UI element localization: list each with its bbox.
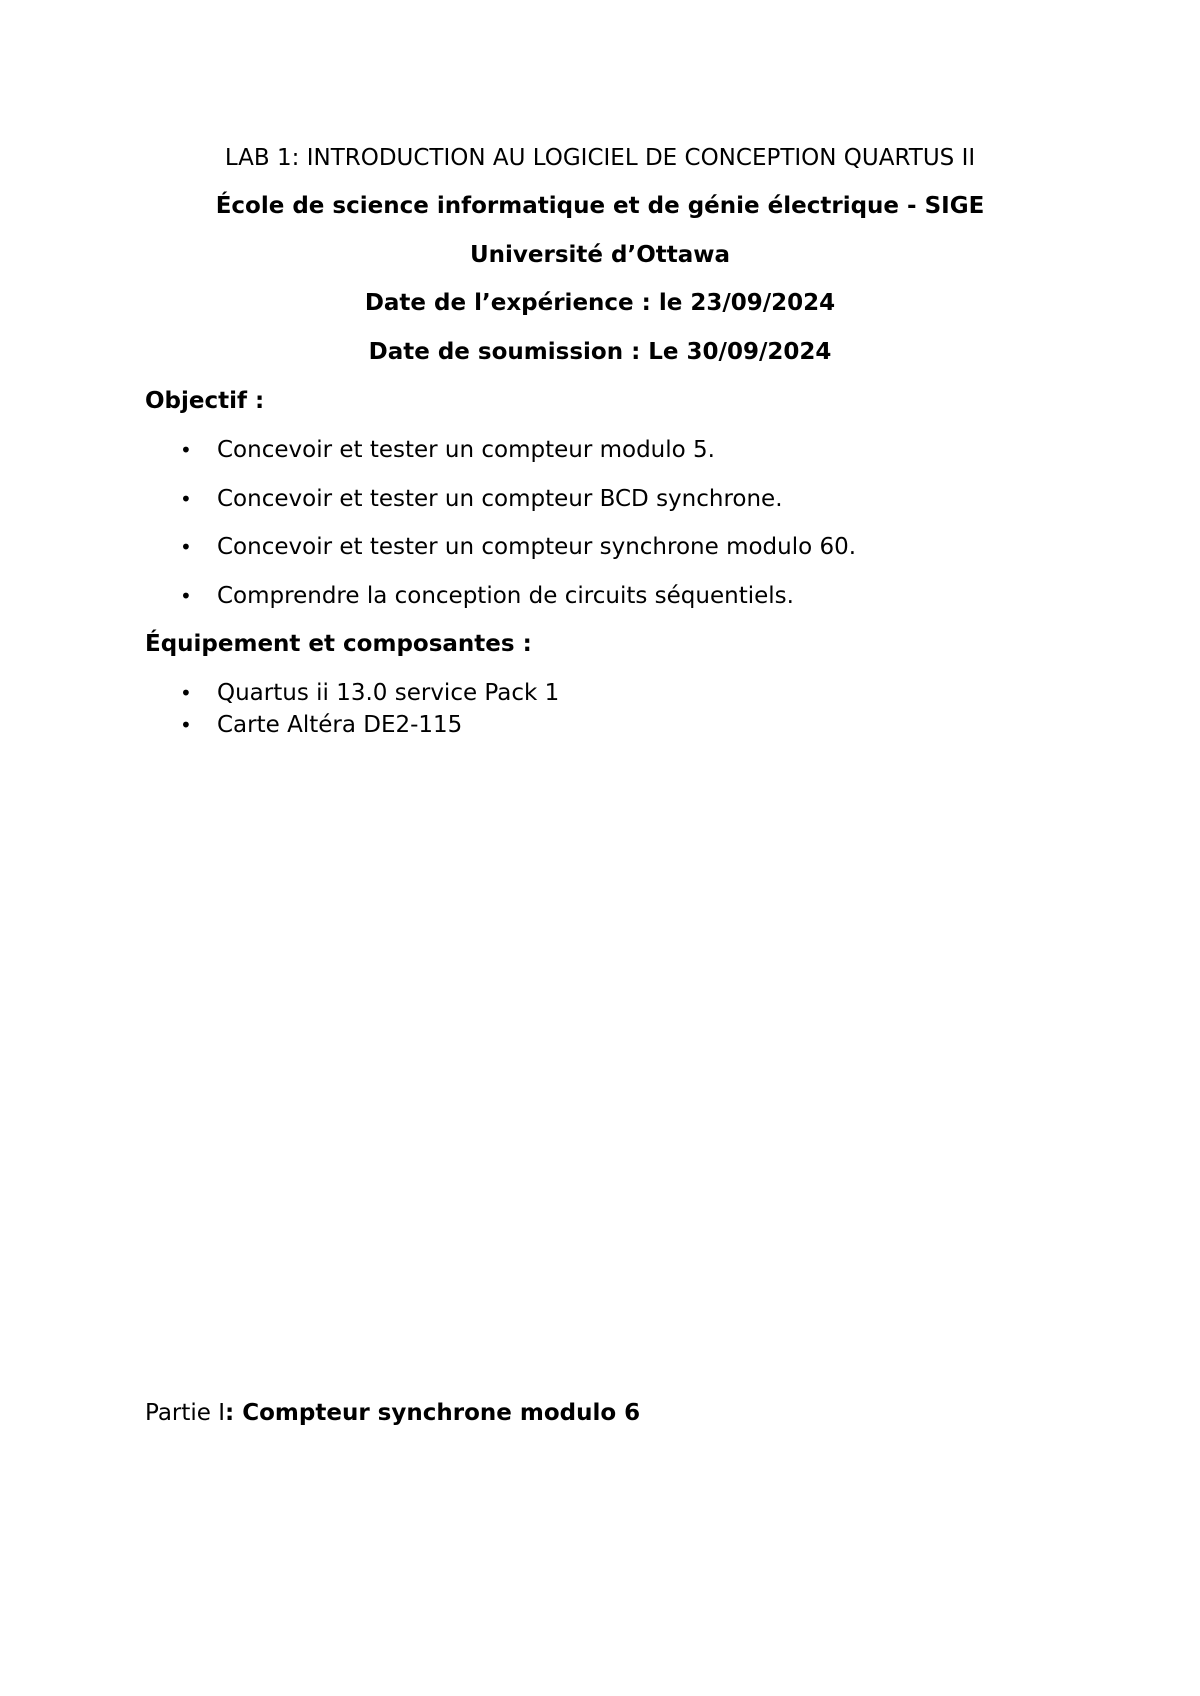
bullet-icon: •: [180, 681, 192, 705]
university-name: Université d’Ottawa: [469, 242, 731, 268]
list-item-text: Concevoir et tester un compteur modulo 5.: [217, 437, 715, 463]
list-item-text: Quartus ii 13.0 service Pack 1: [217, 680, 560, 706]
list-item-text: Concevoir et tester un compteur BCD synchrone.: [217, 486, 783, 512]
part1-title: : Compteur synchrone modulo 6: [225, 1400, 641, 1426]
bullet-icon: •: [180, 438, 192, 462]
part1-prefix: Partie I: [145, 1400, 226, 1426]
bullet-icon: •: [180, 584, 192, 608]
bullet-icon: •: [180, 487, 192, 511]
bullet-icon: •: [180, 713, 192, 737]
equipment-heading: Équipement et composantes :: [145, 631, 532, 657]
school-name: École de science informatique et de génie électrique - SIGE: [215, 193, 985, 219]
submission-date: Date de soumission : Le 30/09/2024: [368, 339, 832, 365]
objective-heading: Objectif :: [145, 388, 265, 414]
list-item-text: Comprendre la conception de circuits séquentiels.: [217, 583, 794, 609]
experiment-date: Date de l’expérience : le 23/09/2024: [364, 290, 836, 316]
list-item-text: Concevoir et tester un compteur synchrone modulo 60.: [217, 534, 857, 560]
lab-title: LAB 1: INTRODUCTION AU LOGICIEL DE CONCEPTION QUARTUS II: [224, 145, 976, 171]
list-item-text: Carte Altéra DE2-115: [217, 712, 463, 738]
part1-heading: [145, 1398, 640, 1428]
bullet-icon: •: [180, 535, 192, 559]
